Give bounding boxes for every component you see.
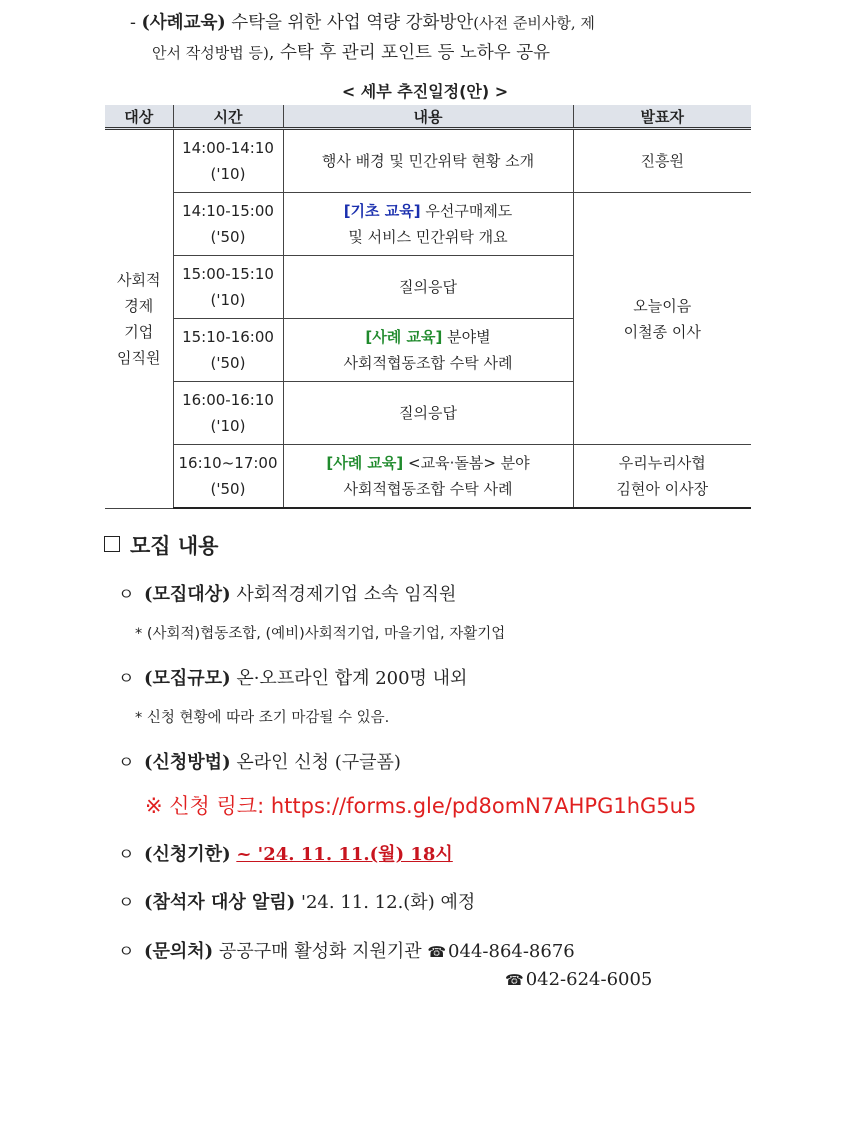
time-duration: ('10) [210,417,246,435]
content-text: 분야별 [442,328,491,346]
intro-dash: - [130,13,136,33]
time-cell [173,129,283,193]
item-value: 온라인 신청 (구글폼) [230,752,401,773]
intro-text-2-small: 안서 작성방법 등) [152,44,269,62]
presenter-cell [573,193,751,445]
time-duration: ('50) [210,480,246,498]
header-time: 시간 [173,105,283,129]
recruit-scale-note: * 신청 현황에 따라 조기 마감될 수 있음. [135,710,390,726]
schedule-title: < 세부 추진일정(안) > [341,82,509,101]
bullet-icon: ㅇ [118,942,135,962]
intro-text-1-small: (사전 준비사항, 제 [473,14,595,32]
time-duration: ('50) [210,354,246,372]
intro-bold-label: (사례교육) [141,13,226,33]
content-text-2: 및 서비스 민간위탁 개요 [348,228,508,246]
content-cell [283,129,573,193]
item-label: (모집규모) [144,668,231,689]
time-cell [173,319,283,382]
content-text: 질의응답 [399,404,457,422]
phone-icon: ☎ [505,971,524,989]
phone-icon: ☎ [427,943,447,961]
bullet-icon: ㅇ [118,893,135,913]
content-cell [283,382,573,445]
item-value: '24. 11. 12.(화) 예정 [295,892,476,913]
table-header-row [105,105,751,129]
presenter-name: 이철종 이사 [623,322,701,341]
time-cell [173,256,283,319]
phone-number-2: 042-624-6005 [525,969,653,990]
intro-line-1 [130,8,770,38]
bullet-icon: ㅇ [118,669,135,689]
header-content: 내용 [283,105,573,129]
presenter-name: 김현아 이사장 [616,480,709,498]
phone-number-1: 044-864-8676 [448,941,575,962]
content-tag: [기초 교육] [343,202,421,220]
table-row [105,445,751,509]
time-cell [173,445,283,509]
content-text: 우선구매제도 [420,202,513,220]
content-text: 질의응답 [399,278,457,296]
presenter-cell: 진흥원 [573,129,751,193]
bullet-icon: ㅇ [118,845,135,865]
content-cell [283,445,573,509]
content-tag: [사례 교육] [326,454,404,472]
item-label: (신청기한) [144,844,231,865]
presenter-org: 우리누리사협 [618,454,706,472]
header-presenter: 발표자 [573,105,751,129]
recruit-notice-item [118,888,475,914]
time-cell [173,382,283,445]
time-duration: ('10) [210,291,246,309]
schedule-table [105,105,751,509]
contact-phone-2 [505,969,652,990]
time-range: 15:00-15:10 [182,265,274,283]
table-row [105,193,751,256]
time-range: 14:10-15:00 [182,202,274,220]
content-cell [283,319,573,382]
section-title: 모집 내용 [130,534,219,558]
time-range: 15:10-16:00 [182,328,274,346]
presenter-org: 오늘이음 [633,296,692,315]
content-cell [283,256,573,319]
deadline-value: ~ '24. 11. 11.(월) 18시 [236,844,453,865]
item-label: (문의처) [144,941,214,962]
content-text: <교육·돌봄> 분야 [403,454,530,472]
content-text-2: 사회적협동조합 수탁 사례 [343,354,513,372]
presenter-cell [573,445,751,509]
item-label: (신청방법) [144,752,231,773]
item-label: (참석자 대상 알림) [144,892,296,913]
intro-line-2 [130,38,770,68]
content-tag: [사례 교육] [365,328,443,346]
checkbox-square-icon [104,536,120,552]
item-value: 사회적경제기업 소속 임직원 [230,584,457,605]
intro-text-1: 수탁을 위한 사업 역량 강화방안 [225,13,474,33]
recruit-target-note: * (사회적)협동조합, (예비)사회적기업, 마을기업, 자활기업 [135,626,506,642]
bullet-icon: ㅇ [118,753,135,773]
recruit-target-item [118,580,456,606]
time-duration: ('10) [210,165,246,183]
content-text-2: 사회적협동조합 수탁 사례 [343,480,513,498]
recruit-contact-item [118,937,575,963]
table-row [105,129,751,193]
intro-paragraph [130,8,770,68]
time-cell [173,193,283,256]
application-link[interactable]: ※ 신청 링크: https://forms.gle/pd8omN7AHPG1hG5u5 [145,794,697,818]
time-range: 16:00-16:10 [182,391,274,409]
header-target: 대상 [105,105,173,129]
section-heading [104,530,218,560]
content-text: 행사 배경 및 민간위탁 현황 소개 [321,152,535,170]
time-duration: ('50) [210,228,246,246]
item-label: (모집대상) [144,584,231,605]
time-range: 16:10~17:00 [178,454,278,472]
recruit-method-item [118,748,401,774]
content-cell [283,193,573,256]
item-value: 온·오프라인 합계 200명 내외 [230,668,468,689]
recruit-deadline-item [118,840,453,866]
target-cell: 사회적 경제 기업 임직원 [105,129,173,509]
recruit-scale-item [118,664,467,690]
item-value: 공공구매 활성화 지원기관 [213,941,428,962]
time-range: 14:00-14:10 [182,139,274,157]
bullet-icon: ㅇ [118,585,135,605]
intro-text-2: , 수탁 후 관리 포인트 등 노하우 공유 [268,43,550,63]
